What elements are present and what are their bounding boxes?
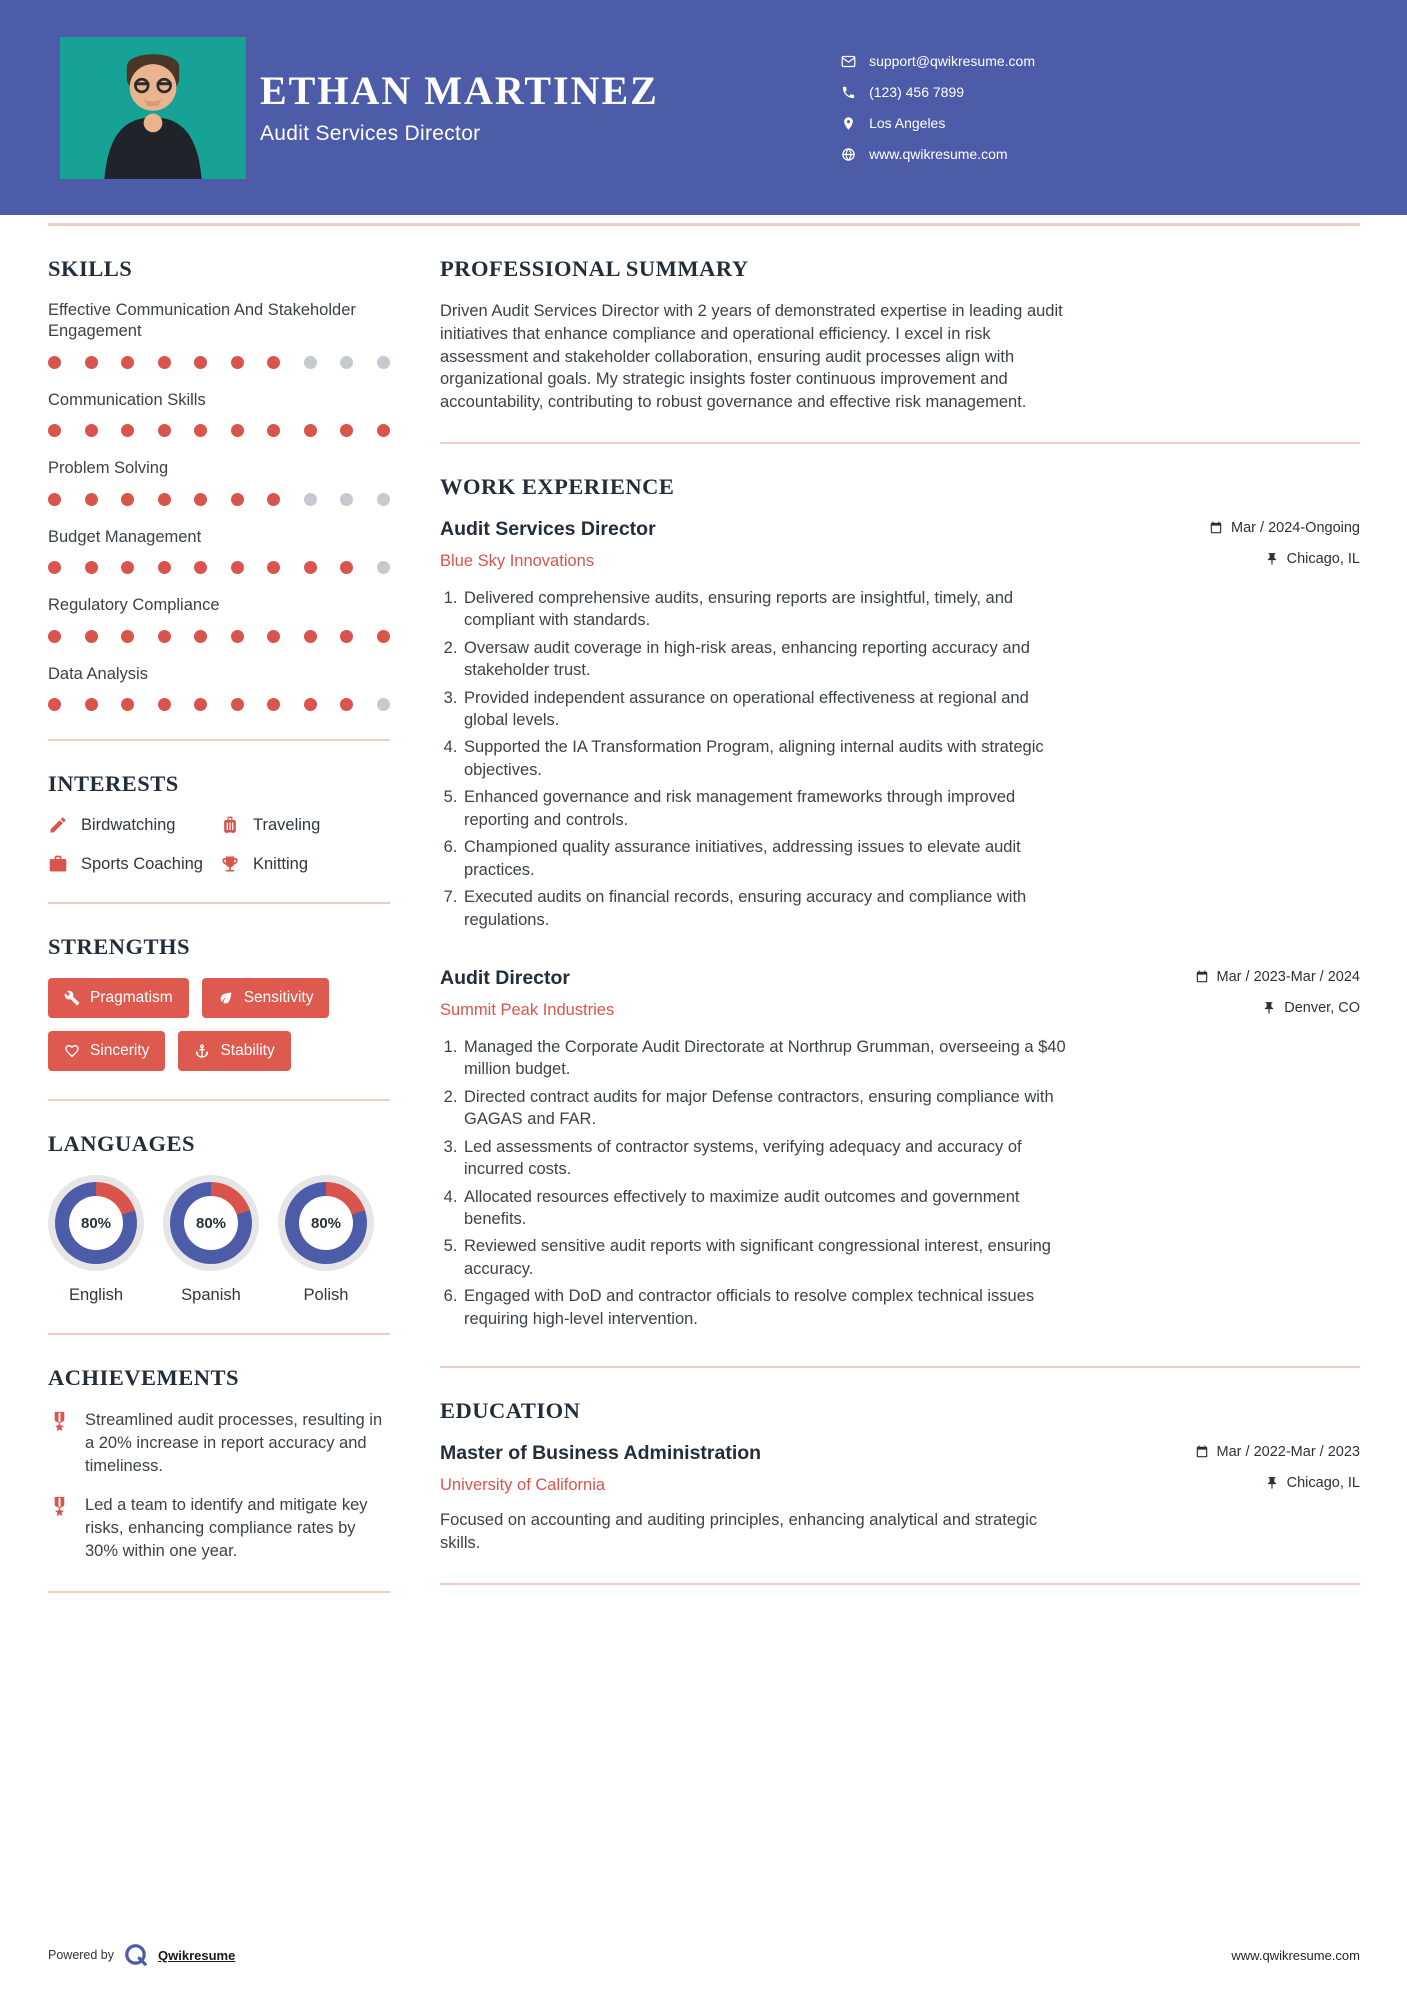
contact-location-text: Los Angeles <box>869 115 946 131</box>
job-bullet: 1. Managed the Corporate Audit Directorate at Northrup Grumman, overseeing a $40 million budget. <box>462 1036 1076 1081</box>
skill-rating-dots <box>48 561 390 574</box>
skill-item <box>48 300 390 369</box>
strength-label: Sincerity <box>90 1042 150 1060</box>
job-entry <box>440 967 1360 1330</box>
section-divider <box>48 1333 390 1335</box>
job-bullet: 7. Executed audits on financial records, ensuring accuracy and compliance with regulations. <box>462 886 1076 931</box>
footer-website: www.qwikresume.com <box>1231 1947 1360 1963</box>
summary-text: Driven Audit Services Director with 2 years of demonstrated expertise in leading audit initiatives that enhance compliance and operational efficiency. I excel in risk assessment and stakeholder collaboration, ensuring audit processes align with organizational goals. My strategic insights foster continuous improvement and accountability, contributing to robust governance and effective risk management. <box>440 302 1063 412</box>
interest-label: Traveling <box>253 815 321 834</box>
donut-percent: 80% <box>184 1196 238 1250</box>
pushpin-icon <box>1262 1001 1276 1015</box>
skills-heading: SKILLS <box>48 256 133 281</box>
strength-label: Sensitivity <box>243 989 314 1007</box>
location-icon <box>841 116 856 131</box>
achievements-heading: ACHIEVEMENTS <box>48 1365 240 1391</box>
medal-icon <box>48 1410 71 1433</box>
rating-dot-filled <box>194 630 207 643</box>
job-entry <box>440 518 1360 931</box>
skill-label: Communication Skills <box>48 390 206 409</box>
section-divider <box>440 442 1360 444</box>
strength-chip <box>178 1031 290 1071</box>
footer <box>0 1942 1407 1990</box>
skill-label: Data Analysis <box>48 664 148 683</box>
globe-icon <box>841 147 856 162</box>
rating-dot-filled <box>158 630 171 643</box>
interest-item <box>48 815 220 835</box>
rating-dot-filled <box>158 561 171 574</box>
job-bullet: 3. Led assessments of contractor systems, verifying adequacy and accuracy of incurred costs. <box>462 1136 1076 1181</box>
section-divider <box>440 1366 1360 1368</box>
skill-item <box>48 527 390 574</box>
language-label: Spanish <box>181 1286 241 1305</box>
contact-phone-text: (123) 456 7899 <box>869 84 965 100</box>
rating-dot-empty <box>340 493 353 506</box>
job-title: Audit Director <box>440 966 571 989</box>
rating-dot-filled <box>304 424 317 437</box>
section-divider <box>440 1583 1360 1585</box>
rating-dot-filled <box>304 561 317 574</box>
skills-section <box>48 256 390 711</box>
language-label: Polish <box>303 1286 349 1305</box>
header <box>0 0 1407 215</box>
language-donuts <box>48 1175 390 1305</box>
interest-item <box>220 854 390 874</box>
summary-section <box>440 256 1360 414</box>
languages-heading: LANGUAGES <box>48 1131 196 1157</box>
language-item <box>163 1175 259 1305</box>
strength-label: Stability <box>220 1042 275 1060</box>
rating-dot-filled <box>304 698 317 711</box>
achievement-text: Led a team to identify and mitigate key risks, enhancing compliance rates by 30% within one year. <box>85 1496 368 1560</box>
rating-dot-empty <box>377 698 390 711</box>
skill-label: Effective Communication And Stakeholder Engagement <box>48 301 356 341</box>
rating-dot-filled <box>121 698 134 711</box>
section-divider <box>48 1591 390 1593</box>
degree-title: Master of Business Administration <box>440 1442 762 1465</box>
medal-icon <box>48 1495 71 1518</box>
skill-rating-dots <box>48 356 390 369</box>
company-name: Summit Peak Industries <box>440 1000 615 1019</box>
skill-rating-dots <box>48 493 390 506</box>
summary-heading: PROFESSIONAL SUMMARY <box>440 256 749 281</box>
calendar-icon <box>1195 970 1209 984</box>
job-dates-text: Mar / 2024-Ongoing <box>1231 519 1360 536</box>
strength-label: Pragmatism <box>90 989 173 1007</box>
rating-dot-filled <box>304 630 317 643</box>
rating-dot-filled <box>85 561 98 574</box>
left-column <box>48 226 390 1593</box>
rating-dot-filled <box>85 493 98 506</box>
donut-ring <box>55 1182 137 1264</box>
skill-rating-dots <box>48 630 390 643</box>
education-subheader <box>440 1475 1360 1495</box>
profile-photo <box>60 37 246 179</box>
contact-list <box>841 53 1035 162</box>
rating-dot-filled <box>231 561 244 574</box>
rating-dot-filled <box>231 630 244 643</box>
rating-dot-filled <box>267 561 280 574</box>
rating-dot-filled <box>121 630 134 643</box>
candidate-title: Audit Services Director <box>260 122 481 145</box>
interests-grid <box>48 815 390 874</box>
rating-dot-filled <box>231 698 244 711</box>
skill-rating-dots <box>48 698 390 711</box>
donut-chart <box>278 1175 374 1271</box>
anchor-icon <box>194 1043 210 1059</box>
rating-dot-filled <box>231 356 244 369</box>
job-bullet: 3. Provided independent assurance on operational effectiveness at regional and global levels. <box>462 687 1076 732</box>
rating-dot-filled <box>340 424 353 437</box>
job-location <box>1265 551 1360 567</box>
rating-dot-filled <box>267 493 280 506</box>
contact-website <box>841 146 1035 162</box>
main-content <box>0 226 1407 1593</box>
pushpin-icon <box>1265 1476 1279 1490</box>
contact-phone <box>841 84 1035 100</box>
rating-dot-filled <box>158 493 171 506</box>
rating-dot-empty <box>304 493 317 506</box>
work-experience-section <box>440 474 1360 1330</box>
profile-photo-illustration <box>60 37 246 179</box>
briefcase-icon <box>48 854 68 874</box>
section-divider <box>48 1099 390 1101</box>
contact-email <box>841 53 1035 69</box>
rating-dot-filled <box>121 424 134 437</box>
work-experience-heading: WORK EXPERIENCE <box>440 473 675 499</box>
job-bullet: 4. Allocated resources effectively to maximize audit outcomes and government benefits. <box>462 1186 1076 1231</box>
rating-dot-filled <box>85 698 98 711</box>
contact-location <box>841 115 1035 131</box>
rating-dot-empty <box>340 356 353 369</box>
candidate-name: ETHAN MARTINEZ <box>260 68 659 113</box>
rating-dot-empty <box>304 356 317 369</box>
education-header <box>440 1442 1360 1465</box>
powered-by-block <box>48 1942 235 1968</box>
achievement-item <box>48 1494 390 1562</box>
donut-ring <box>170 1182 252 1264</box>
strength-chip <box>48 1031 165 1071</box>
rating-dot-filled <box>48 630 61 643</box>
donut-ring <box>285 1182 367 1264</box>
qwikresume-logo-icon <box>123 1942 149 1968</box>
job-title: Audit Services Director <box>440 517 656 540</box>
job-bullet: 5. Reviewed sensitive audit reports with significant congressional interest, ensuring accuracy. <box>462 1235 1076 1280</box>
rating-dot-filled <box>48 356 61 369</box>
skill-item <box>48 458 390 505</box>
education-dates <box>1195 1444 1360 1460</box>
donut-chart <box>48 1175 144 1271</box>
rating-dot-filled <box>377 424 390 437</box>
calendar-icon <box>1209 521 1223 535</box>
skill-item <box>48 390 390 437</box>
job-dates <box>1209 520 1360 536</box>
leaf-icon <box>218 990 234 1006</box>
rating-dot-empty <box>377 493 390 506</box>
skill-label: Problem Solving <box>48 459 169 478</box>
right-column <box>440 226 1360 1593</box>
contact-website-text: www.qwikresume.com <box>869 146 1008 162</box>
strengths-section <box>48 934 390 1071</box>
rating-dot-filled <box>194 493 207 506</box>
rating-dot-filled <box>85 424 98 437</box>
rating-dot-empty <box>377 356 390 369</box>
rating-dot-filled <box>231 424 244 437</box>
calendar-icon <box>1195 1445 1209 1459</box>
strength-chip <box>202 978 330 1018</box>
company-name: Blue Sky Innovations <box>440 551 595 570</box>
education-description: Focused on accounting and auditing principles, enhancing analytical and strategic skills. <box>440 1511 1038 1552</box>
job-bullet: 2. Oversaw audit coverage in high-risk areas, enhancing reporting accuracy and stakeholder trust. <box>462 637 1076 682</box>
donut-chart <box>163 1175 259 1271</box>
rating-dot-filled <box>194 698 207 711</box>
interest-label: Birdwatching <box>81 815 176 834</box>
job-dates-text: Mar / 2023-Mar / 2024 <box>1216 968 1360 985</box>
job-header <box>440 967 1360 990</box>
skill-rating-dots <box>48 424 390 437</box>
job-location <box>1262 1000 1360 1016</box>
rating-dot-filled <box>48 493 61 506</box>
interest-label: Sports Coaching <box>81 854 203 873</box>
email-icon <box>841 54 856 69</box>
interest-item <box>220 815 390 835</box>
rating-dot-filled <box>194 356 207 369</box>
education-location-text: Chicago, IL <box>1286 1475 1360 1492</box>
section-divider <box>48 739 390 741</box>
job-bullet: 5. Enhanced governance and risk management frameworks through improved reporting and controls. <box>462 786 1076 831</box>
education-location <box>1265 1475 1360 1491</box>
rating-dot-filled <box>194 561 207 574</box>
rating-dot-filled <box>267 424 280 437</box>
rating-dot-filled <box>121 356 134 369</box>
job-header <box>440 518 1360 541</box>
heart-icon <box>64 1043 80 1059</box>
rating-dot-filled <box>85 356 98 369</box>
rating-dot-filled <box>158 356 171 369</box>
interests-heading: INTERESTS <box>48 771 179 797</box>
job-bullet: 1. Delivered comprehensive audits, ensuring reports are insightful, timely, and compliant with standards. <box>462 587 1076 632</box>
job-bullet: 6. Engaged with DoD and contractor officials to resolve complex technical issues requiring high-level intervention. <box>462 1285 1076 1330</box>
interests-section <box>48 771 390 874</box>
achievements-section <box>48 1365 390 1563</box>
rating-dot-filled <box>48 698 61 711</box>
language-item <box>48 1175 144 1305</box>
school-name: University of California <box>440 1476 606 1495</box>
rating-dot-filled <box>340 630 353 643</box>
pencil-icon <box>48 815 68 835</box>
rating-dot-filled <box>377 630 390 643</box>
skill-item <box>48 664 390 711</box>
donut-percent: 80% <box>299 1196 353 1250</box>
section-divider <box>48 902 390 904</box>
strength-chip <box>48 978 189 1018</box>
rating-dot-empty <box>377 561 390 574</box>
strengths-heading: STRENGTHS <box>48 934 191 960</box>
rating-dot-filled <box>267 630 280 643</box>
rating-dot-filled <box>267 698 280 711</box>
rating-dot-filled <box>121 493 134 506</box>
language-label: English <box>68 1286 124 1305</box>
rating-dot-filled <box>48 561 61 574</box>
rating-dot-filled <box>340 698 353 711</box>
luggage-icon <box>220 815 240 835</box>
education-section <box>440 1398 1360 1555</box>
job-subheader <box>440 551 1360 571</box>
job-dates <box>1195 969 1360 985</box>
trophy-icon <box>220 854 240 874</box>
rating-dot-filled <box>340 561 353 574</box>
phone-icon <box>841 85 856 100</box>
skill-label: Regulatory Compliance <box>48 596 220 615</box>
language-item <box>278 1175 374 1305</box>
rating-dot-filled <box>85 630 98 643</box>
strengths-chips <box>48 978 390 1071</box>
rating-dot-filled <box>158 698 171 711</box>
education-dates-text: Mar / 2022-Mar / 2023 <box>1216 1444 1360 1461</box>
job-subheader <box>440 1000 1360 1020</box>
job-bullet: 6. Championed quality assurance initiatives, addressing issues to elevate audit practices. <box>462 836 1076 881</box>
skill-label: Budget Management <box>48 527 202 546</box>
identity-block <box>256 69 841 146</box>
skill-item <box>48 595 390 642</box>
rating-dot-filled <box>48 424 61 437</box>
job-location-text: Chicago, IL <box>1286 550 1360 567</box>
job-bullet-list <box>440 587 1076 931</box>
donut-percent: 80% <box>69 1196 123 1250</box>
qwikresume-link[interactable]: Qwikresume <box>158 1947 236 1963</box>
wrench-icon <box>64 990 80 1006</box>
interest-label: Knitting <box>253 854 309 873</box>
job-bullet: 2. Directed contract audits for major Defense contractors, ensuring compliance with GAGAS and FAR. <box>462 1086 1076 1131</box>
pushpin-icon <box>1265 552 1279 566</box>
job-bullet: 4. Supported the IA Transformation Program, aligning internal audits with strategic objectives. <box>462 736 1076 781</box>
education-heading: EDUCATION <box>440 1398 581 1424</box>
achievement-text: Streamlined audit processes, resulting in a 20% increase in report accuracy and timeliness. <box>85 1411 383 1475</box>
languages-section <box>48 1131 390 1305</box>
achievement-item <box>48 1409 390 1477</box>
job-location-text: Denver, CO <box>1284 999 1360 1016</box>
powered-by-label: Powered by <box>48 1948 115 1962</box>
rating-dot-filled <box>194 424 207 437</box>
job-bullet-list <box>440 1036 1076 1330</box>
rating-dot-filled <box>121 561 134 574</box>
contact-email-text: support@qwikresume.com <box>869 53 1035 69</box>
rating-dot-filled <box>158 424 171 437</box>
rating-dot-filled <box>267 356 280 369</box>
interest-item <box>48 854 220 874</box>
rating-dot-filled <box>231 493 244 506</box>
